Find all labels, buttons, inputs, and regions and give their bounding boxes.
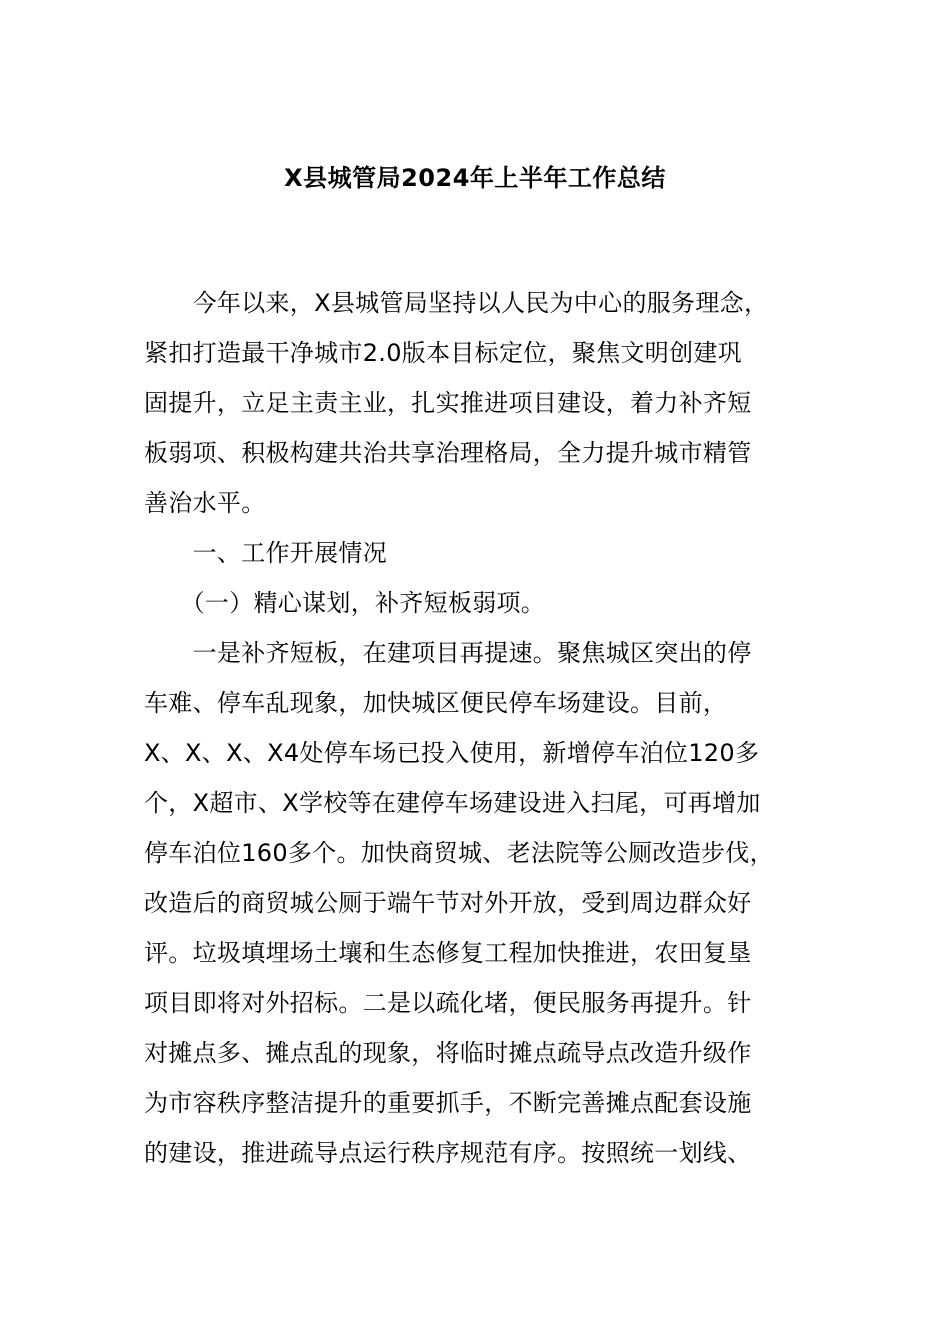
body-line: 善治水平。 [144,489,266,517]
document-title: X县城管局2024年上半年工作总结 [284,164,666,192]
body-line: 个，X超市、X学校等在建停车场建设进入扫尾，可再增加 [144,789,761,817]
body-line: 的建设，推进疏导点运行秩序规范有序。按照统一划线、 [144,1139,752,1167]
body-line: 紧扣打造最干净城市2.0版本目标定位，聚焦文明创建巩 [144,339,742,367]
body-line: 今年以来，X县城管局坚持以人民为中心的服务理念， [144,289,769,317]
body-line: 评。垃圾填埋场土壤和生态修复工程加快推进，农田复垦 [144,939,752,967]
subsection-heading: （一）精心谋划，补齐短板弱项。 [144,589,546,617]
body-line: 对摊点多、摊点乱的现象，将临时摊点疏导点改造升级作 [144,1039,752,1067]
body-line: 停车泊位160多个。加快商贸城、老法院等公厕改造步伐， [144,839,774,867]
body-line: X、X、X、X4处停车场已投入使用，新增停车泊位120多 [144,739,760,767]
body-line: 车难、停车乱现象，加快城区便民停车场建设。目前， [144,689,728,717]
body-line: 板弱项、积极构建共治共享治理格局，全力提升城市精管 [144,439,752,467]
body-line: 项目即将对外招标。二是以疏化堵，便民服务再提升。针 [144,989,752,1017]
body-line: 为市容秩序整洁提升的重要抓手，不断完善摊点配套设施 [144,1089,752,1117]
section-heading: 一、工作开展情况 [144,539,387,567]
body-line: 固提升，立足主责主业，扎实推进项目建设，着力补齐短 [144,389,752,417]
body-line: 一是补齐短板，在建项目再提速。聚焦城区突出的停 [144,639,752,667]
body-line: 改造后的商贸城公厕于端午节对外开放，受到周边群众好 [144,889,752,917]
